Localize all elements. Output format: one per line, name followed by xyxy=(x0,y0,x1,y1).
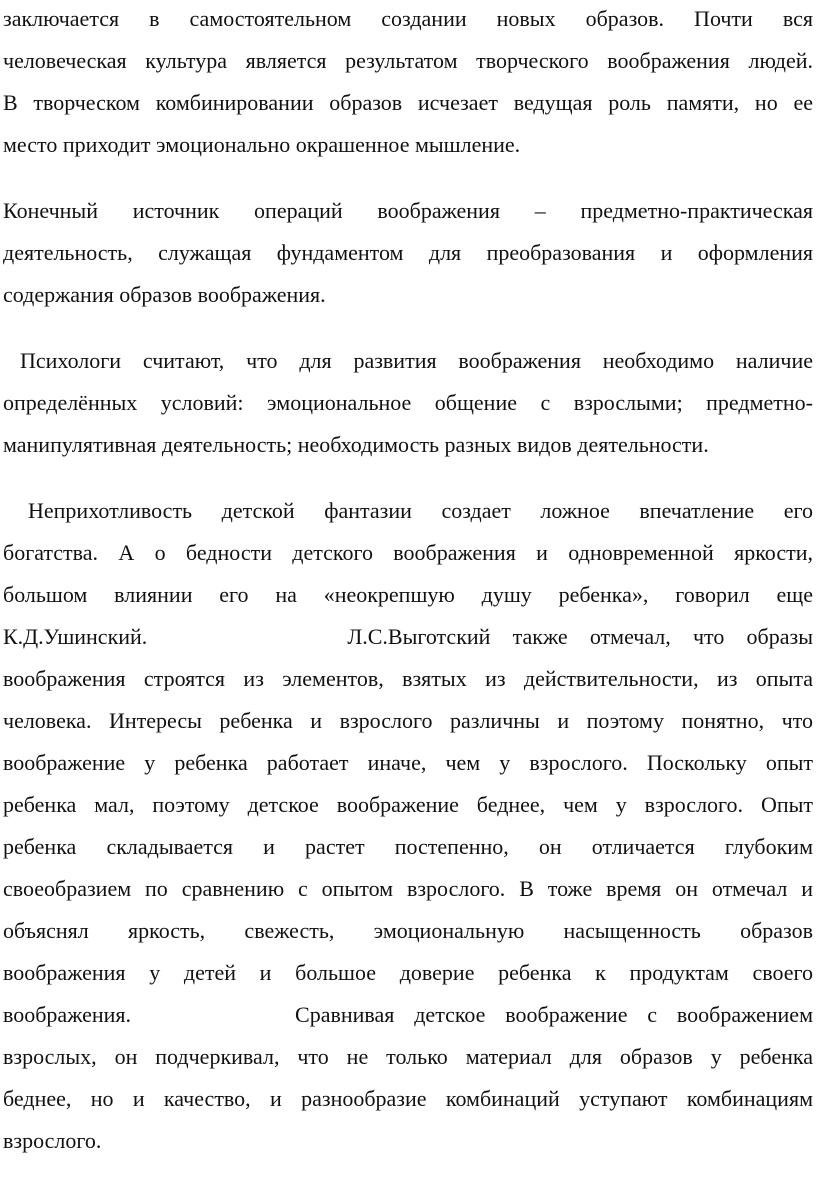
paragraph-4-line-8: ребенка мал, поэтому детское воображение беднее, чем у взрослого. Опыт xyxy=(3,792,813,817)
paragraph-4-line-4 xyxy=(3,620,813,654)
paragraph-4-line-14: взрослых, он подчеркивал, что не только материал для образов у ребенка xyxy=(3,1044,813,1069)
paragraph-4-line-13-start: воображения. xyxy=(3,1002,132,1027)
paragraph-4-line-10: своеобразием по сравнению с опытом взрослого. В тоже время он отмечал и xyxy=(3,876,813,901)
paragraph-3-line-1: Психологи считают, что для развития воображения необходимо наличие xyxy=(20,348,813,373)
paragraph-4-line-13 xyxy=(3,998,813,1032)
paragraph-4-line-5: воображения строятся из элементов, взятых из действительности, из опыта xyxy=(3,666,813,691)
paragraph-4-line-13-end: Сравнивая детское воображение с воображением xyxy=(295,1002,813,1027)
paragraph-4-line-6: человека. Интересы ребенка и взрослого различны и поэтому понятно, что xyxy=(3,708,813,733)
paragraph-4-line-3: большом влиянии его на «неокрепшую душу ребенка», говорил еще xyxy=(3,582,813,607)
paragraph-4-line-15: беднее, но и качество, и разнообразие комбинаций уступают комбинациям xyxy=(3,1086,813,1111)
paragraph-4-line-4-end: Л.С.Выготский также отмечал, что образы xyxy=(347,624,813,649)
paragraph-1-line-4: место приходит эмоционально окрашенное мышление. xyxy=(3,132,521,157)
paragraph-4-line-16: взрослого. xyxy=(3,1128,102,1153)
paragraph-4-line-7: воображение у ребенка работает иначе, чем у взрослого. Поскольку опыт xyxy=(3,750,813,775)
paragraph-2-line-1: Конечный источник операций воображения – предметно-практическая xyxy=(3,198,813,223)
paragraph-4-line-2: богатства. А о бедности детского воображения и одновременной яркости, xyxy=(3,540,813,565)
paragraph-4-line-9: ребенка складывается и растет постепенно, он отличается глубоким xyxy=(3,834,813,859)
paragraph-4-line-11: объяснял яркость, свежесть, эмоциональную насыщенность образов xyxy=(3,918,813,943)
paragraph-3-line-3: манипулятивная деятельность; необходимость разных видов деятельности. xyxy=(3,432,709,457)
paragraph-2-line-2: деятельность, служащая фундаментом для преобразования и оформления xyxy=(3,240,813,265)
paragraph-1-line-1: заключается в самостоятельном создании новых образов. Почти вся xyxy=(3,6,813,31)
paragraph-1-line-3: В творческом комбинировании образов исчезает ведущая роль памяти, но ее xyxy=(3,90,813,115)
paragraph-2-line-3: содержания образов воображения. xyxy=(3,282,326,307)
paragraph-4-line-4-start: К.Д.Ушинский. xyxy=(3,624,148,649)
paragraph-4-line-12: воображения у детей и большое доверие ребенка к продуктам своего xyxy=(3,960,813,985)
paragraph-1-line-2: человеческая культура является результатом творческого воображения людей. xyxy=(3,48,813,73)
paragraph-3-line-2: определённых условий: эмоциональное общение с взрослыми; предметно- xyxy=(3,390,813,415)
paragraph-4-line-1: Неприхотливость детской фантазии создает ложное впечатление его xyxy=(28,498,813,523)
